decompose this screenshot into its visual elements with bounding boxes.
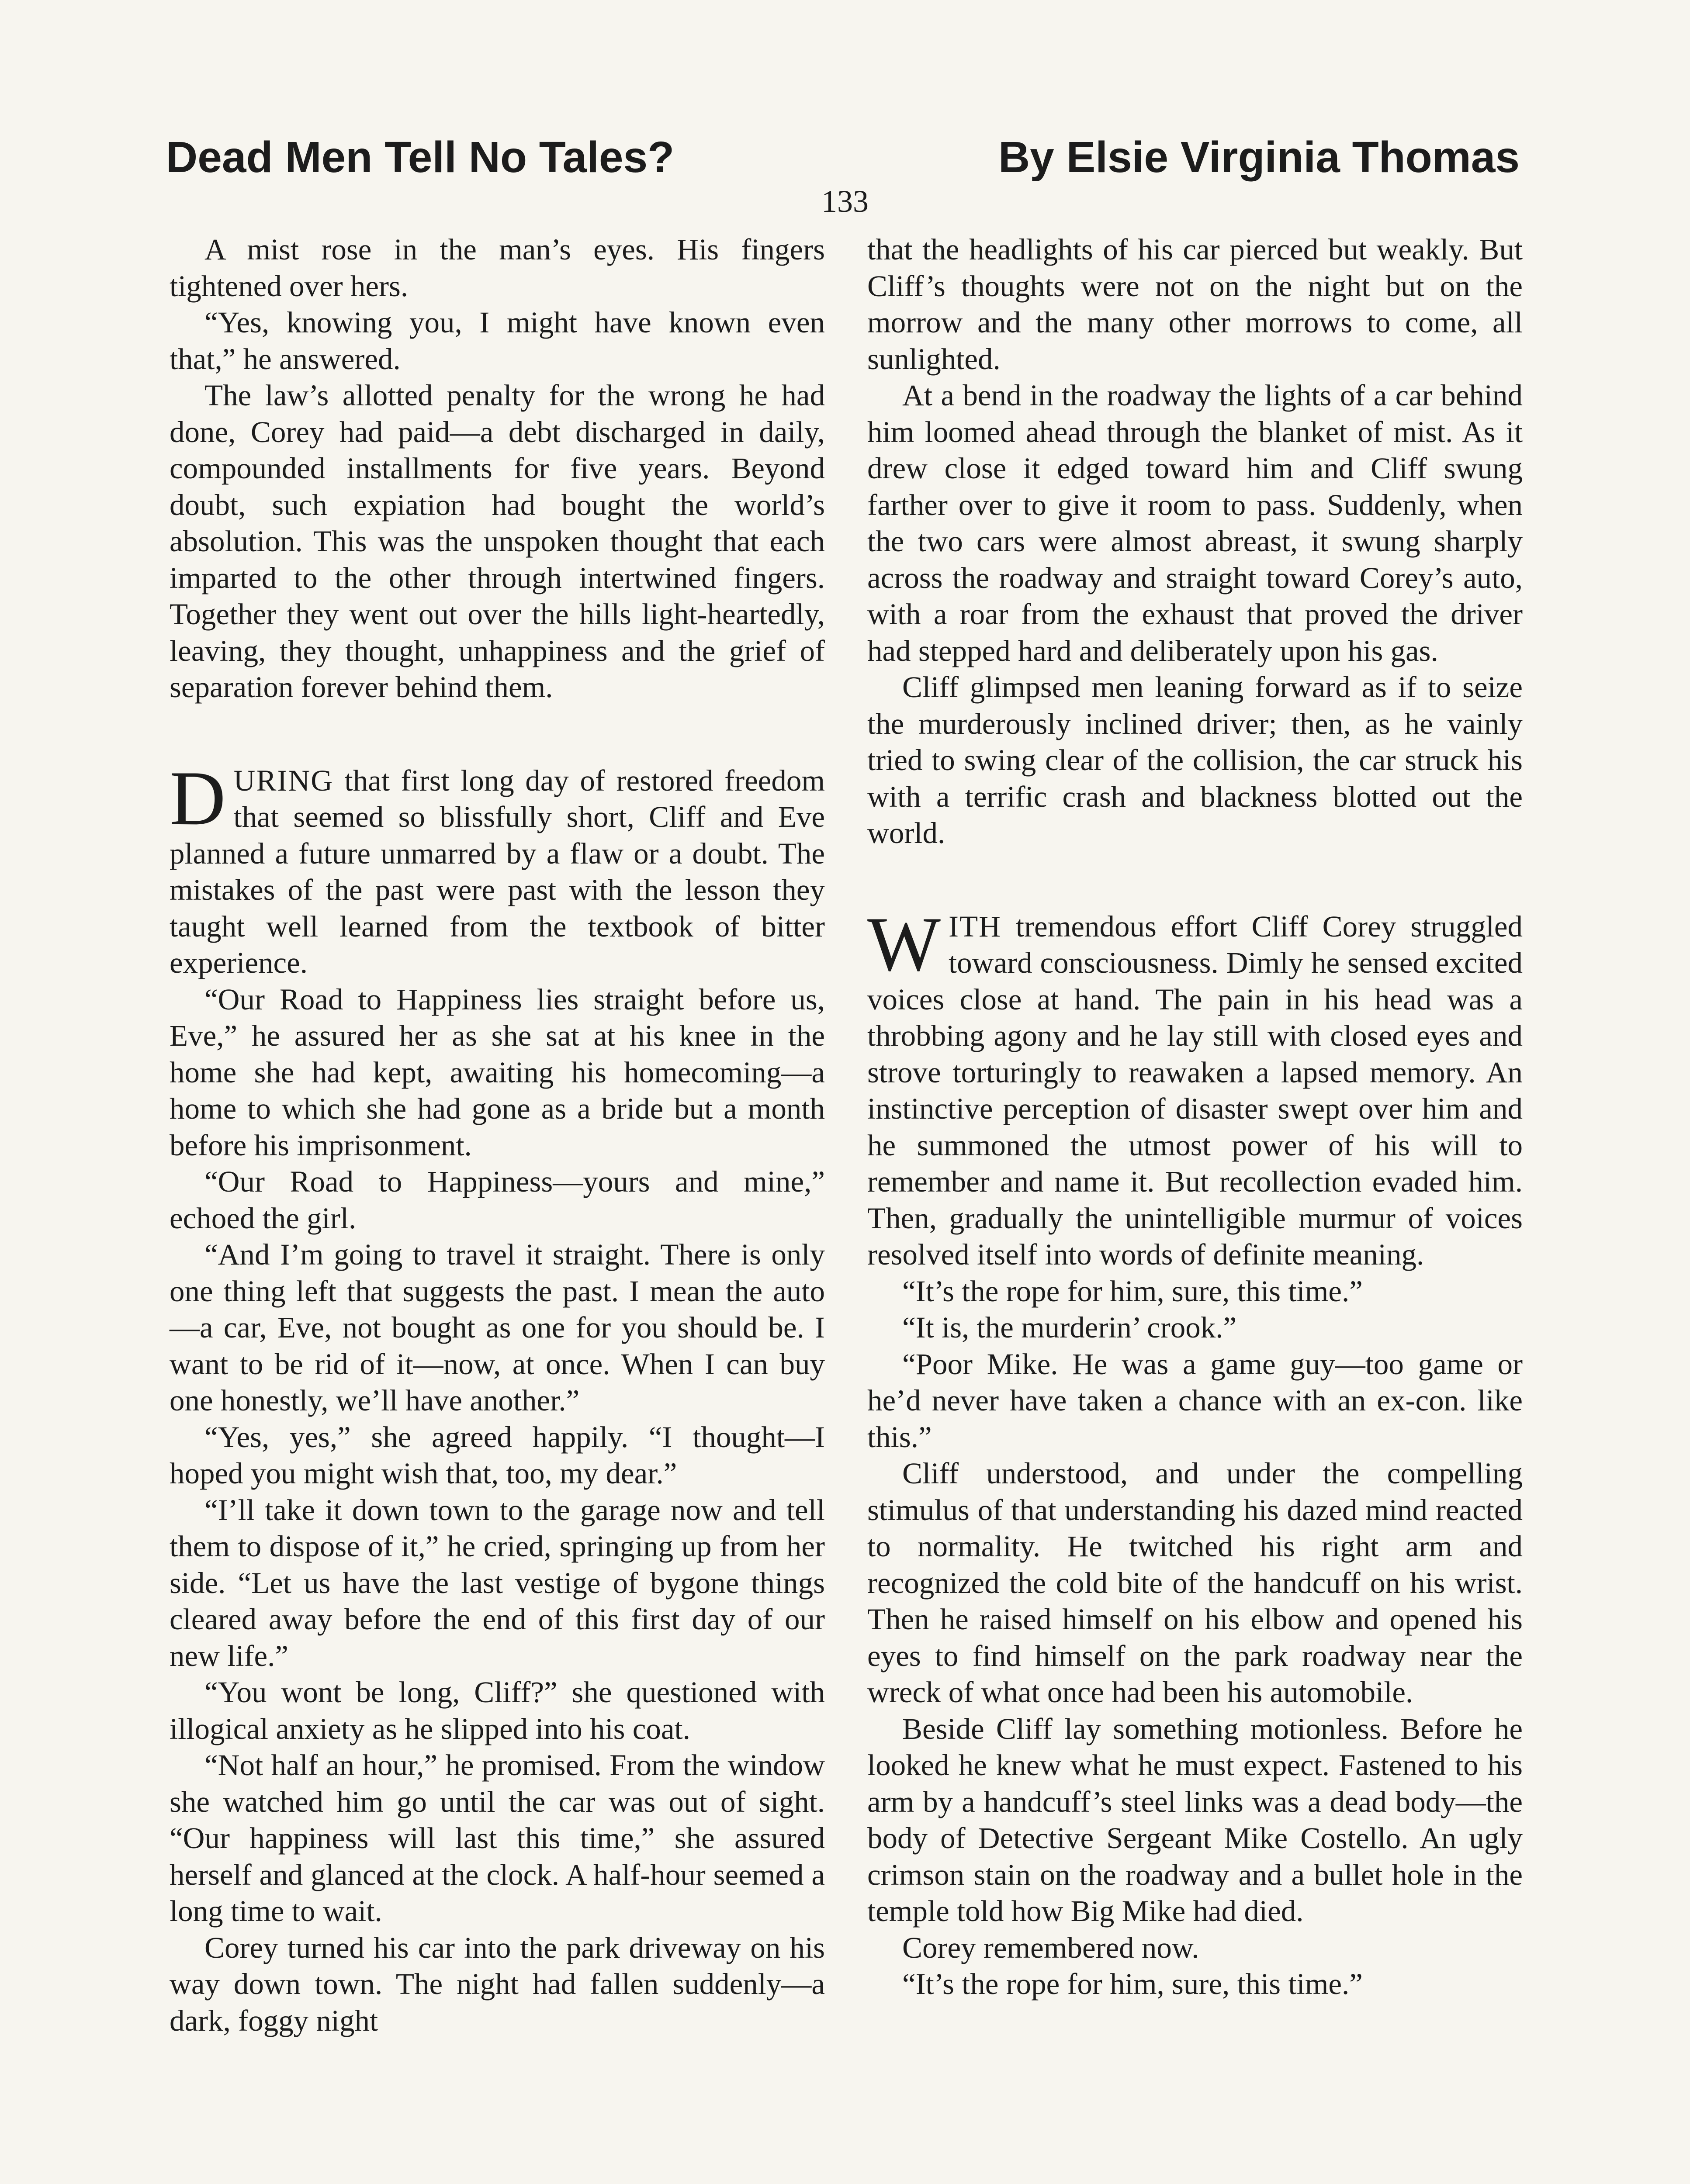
paragraph: “Poor Mike. He was a game guy—too game or he’d never have taken a chance with an ex-con. like this.” <box>867 1347 1523 1454</box>
paragraph: “Yes, yes,” she agreed happily. “I thought—I hoped you might wish that, too, my dear.” <box>170 1420 825 1490</box>
paragraph: “It’s the rope for him, sure, this time.” <box>902 1274 1363 1308</box>
lead-in-words: URING <box>233 764 334 797</box>
paragraph: The law’s allotted penalty for the wrong he had done, Corey had paid—a debt discharged in daily, compounded installments for five years. Beyond doubt, such expiation had bought the world’s absolution. This was the unspoken thought that each imparted to the other through intertwined fingers. Together they went out over the hills light-heartedly, leaving, they thought, unhappiness and the grief of separation forever behind them. <box>170 379 825 704</box>
paragraph-text: that first long day of restored freedom that seemed so blissfully short, Cliff and Eve planned a future unmarred by a flaw or a doubt. The mistakes of the past were past with the lesson they taught well learned from the textbook of bitter experience. <box>170 764 825 979</box>
drop-cap: D <box>170 754 226 841</box>
story-title: Dead Men Tell No Tales? <box>166 133 675 182</box>
paragraph: Cliff understood, and under the compelling stimulus of that understanding his dazed mind reacted to normality. He twitched his right arm and recognized the cold bite of the handcuff on his wrist. Then he raised himself on his elbow and opened his eyes to find himself on the park roadway near the wreck of what once had been his automobile. <box>867 1457 1523 1709</box>
paragraph-text: tremendous effort Cliff Corey struggled toward consciousness. Dimly he sensed excited voices close at hand. The pain in his head was a throbbing agony and he lay still with closed eyes and strove torturingly to reawaken a lapsed memory. An instinctive perception of disaster swept over him and he summoned the utmost power of his will to remember and name it. But recollection evaded him. Then, gradually the unintelligible murmur of voices resolved itself into words of definite meaning. <box>867 909 1523 1271</box>
paragraph: “You wont be long, Cliff?” she questioned with illogical anxiety as he slipped into his coat. <box>170 1676 825 1745</box>
section-opening-paragraph <box>170 754 825 981</box>
paragraph: “Yes, knowing you, I might have known even that,” he answered. <box>170 306 825 376</box>
paragraph: Corey remembered now. <box>902 1931 1199 1964</box>
paragraph: Corey turned his car into the park driveway on his way down town. The night had fallen suddenly—a dark, foggy night <box>170 1931 825 2037</box>
paragraph: “Our Road to Happiness—yours and mine,” echoed the girl. <box>170 1165 825 1235</box>
left-column <box>170 232 825 2039</box>
paragraph: “It’s the rope for him, sure, this time.” <box>902 1967 1363 2001</box>
paragraph: “I’ll take it down town to the garage now and tell them to dispose of it,” he cried, springing up from her side. “Let us have the last vestige of bygone things cleared away before the end of this first day of our new life.” <box>170 1493 825 1673</box>
paragraph: At a bend in the roadway the lights of a car behind him loomed ahead through the blanket of mist. As it drew close it edged toward him and Cliff swung farther over to give it room to pass. Suddenly, when the two cars were almost abreast, it swung sharply across the roadway and straight toward Corey’s auto, with a roar from the exhaust that proved the driver had stepped hard and deliberately upon his gas. <box>867 379 1523 667</box>
paragraph: A mist rose in the man’s eyes. His fingers tightened over hers. <box>170 233 825 303</box>
drop-cap: W <box>867 900 941 987</box>
section-opening-paragraph <box>867 900 1523 1273</box>
paragraph: “It is, the murderin’ crook.” <box>902 1311 1237 1344</box>
paragraph: “Not half an hour,” he promised. From the window she watched him go until the car was out of sight. “Our happiness will last this time,” she assured herself and glanced at the clock. A half-hour seemed a long time to wait. <box>170 1749 825 1928</box>
paragraph: “And I’m going to travel it straight. There is only one thing left that suggests the past. I mean the auto—a car, Eve, not bought as one for you should be. I want to be rid of it—now, at once. When I can buy one honestly, we’ll have another.” <box>170 1238 825 1417</box>
paragraph: “Our Road to Happiness lies straight before us, Eve,” he assured her as she sat at his knee in the home she had kept, awaiting his homecoming—a home to which she had gone as a bride but a month before his imprisonment. <box>170 982 825 1162</box>
paragraph: that the headlights of his car pierced but weakly. But Cliff’s thoughts were not on the night but on the morrow and the many other morrows to come, all sunlighted. <box>867 233 1523 376</box>
paragraph: Cliff glimpsed men leaning forward as if to seize the murderously inclined driver; then, as he vainly tried to swing clear of the collision, the car struck his with a terrific crash and blackness blotted out the world. <box>867 670 1523 850</box>
right-column <box>867 232 1523 2003</box>
page-number: 133 <box>821 184 869 219</box>
author-byline: By Elsie Virginia Thomas <box>998 133 1520 182</box>
lead-in-words: ITH <box>949 909 1001 943</box>
paragraph: Beside Cliff lay something motionless. Before he looked he knew what he must expect. Fastened to his arm by a handcuff’s steel links was a dead body—the body of Detective Sergeant Mike Costello. An ugly crimson stain on the roadway and a bullet hole in the temple told how Big Mike had died. <box>867 1712 1523 1928</box>
